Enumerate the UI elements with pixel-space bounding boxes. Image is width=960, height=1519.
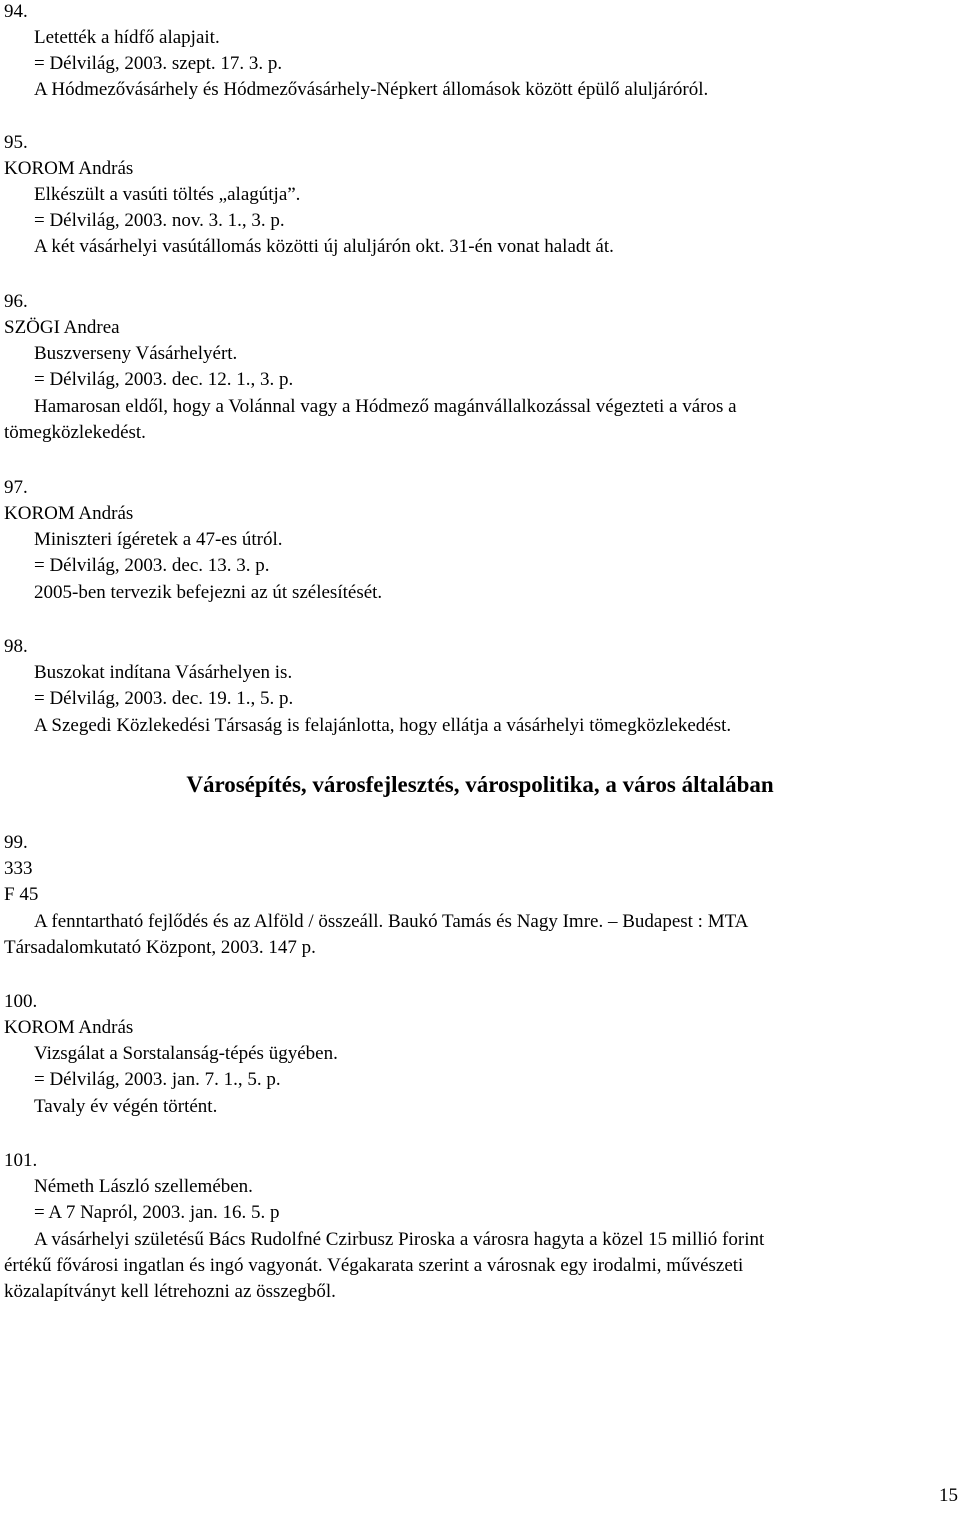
entry-source: = Délvilág, 2003. szept. 17. 3. p.	[34, 53, 283, 74]
entry-author: SZÖGI Andrea	[4, 317, 120, 338]
entry-title: Buszokat indítana Vásárhelyen is.	[34, 662, 293, 683]
entry-note-continued: tömegközlekedést.	[4, 422, 146, 443]
entry-number: 96.	[4, 291, 28, 312]
entry-number: 97.	[4, 477, 28, 498]
entry-note-continued: közalapítványt kell létrehozni az összegből.	[4, 1281, 336, 1302]
entry-number: 95.	[4, 132, 28, 153]
entry-author: KOROM András	[4, 158, 134, 179]
page-number: 15	[939, 1485, 958, 1506]
entry-source: = Délvilág, 2003. jan. 7. 1., 5. p.	[34, 1069, 281, 1090]
entry-note-continued: értékű fővárosi ingatlan és ingó vagyonát. Végakarata szerint a városnak egy irodalmi, művészeti	[4, 1255, 744, 1276]
entry-source: = Délvilág, 2003. dec. 12. 1., 3. p.	[34, 369, 294, 390]
entry-note: Tavaly év végén történt.	[34, 1096, 218, 1117]
entry-title: A fenntartható fejlődés és az Alföld / összeáll. Baukó Tamás és Nagy Imre. – Budapest : MTA	[34, 911, 749, 932]
entry-classification: 333	[4, 858, 33, 879]
entry-source: = A 7 Napról, 2003. jan. 16. 5. p	[34, 1202, 280, 1223]
entry-source: = Délvilág, 2003. dec. 13. 3. p.	[34, 555, 270, 576]
entry-number: 99.	[4, 832, 28, 853]
entry-source: = Délvilág, 2003. dec. 19. 1., 5. p.	[34, 688, 294, 709]
entry-note: A vásárhelyi születésű Bács Rudolfné Czirbusz Piroska a városra hagyta a közel 15 millió forint	[34, 1229, 765, 1250]
entry-note: A Hódmezővásárhely és Hódmezővásárhely-Népkert állomások között épülő aluljáróról.	[34, 79, 709, 100]
entry-title-continued: Társadalomkutató Központ, 2003. 147 p.	[4, 937, 316, 958]
entry-shelfmark: F 45	[4, 884, 39, 905]
section-heading: Városépítés, városfejlesztés, várospolitika, a város általában	[186, 772, 774, 797]
entry-note: A két vásárhelyi vasútállomás közötti új aluljárón okt. 31-én vonat haladt át.	[34, 236, 614, 257]
entry-title: Letették a hídfő alapjait.	[34, 27, 220, 48]
entry-title: Buszverseny Vásárhelyért.	[34, 343, 238, 364]
entry-note: Hamarosan eldől, hogy a Volánnal vagy a Hódmező magánvállalkozással végezteti a város a	[34, 396, 737, 417]
entry-title: Németh László szellemében.	[34, 1176, 253, 1197]
entry-author: KOROM András	[4, 1017, 134, 1038]
entry-number: 98.	[4, 636, 28, 657]
entry-number: 100.	[4, 991, 38, 1012]
entry-source: = Délvilág, 2003. nov. 3. 1., 3. p.	[34, 210, 285, 231]
entry-note: A Szegedi Közlekedési Társaság is felajánlotta, hogy ellátja a vásárhelyi tömegközlekedést.	[34, 715, 732, 736]
entry-title: Vizsgálat a Sorstalanság-tépés ügyében.	[34, 1043, 338, 1064]
entry-number: 101.	[4, 1150, 38, 1171]
entry-number: 94.	[4, 1, 28, 22]
entry-title: Elkészült a vasúti töltés „alagútja”.	[34, 184, 301, 205]
entry-author: KOROM András	[4, 503, 134, 524]
entry-note: 2005-ben tervezik befejezni az út szélesítését.	[34, 582, 383, 603]
entry-title: Miniszteri ígéretek a 47-es útról.	[34, 529, 283, 550]
